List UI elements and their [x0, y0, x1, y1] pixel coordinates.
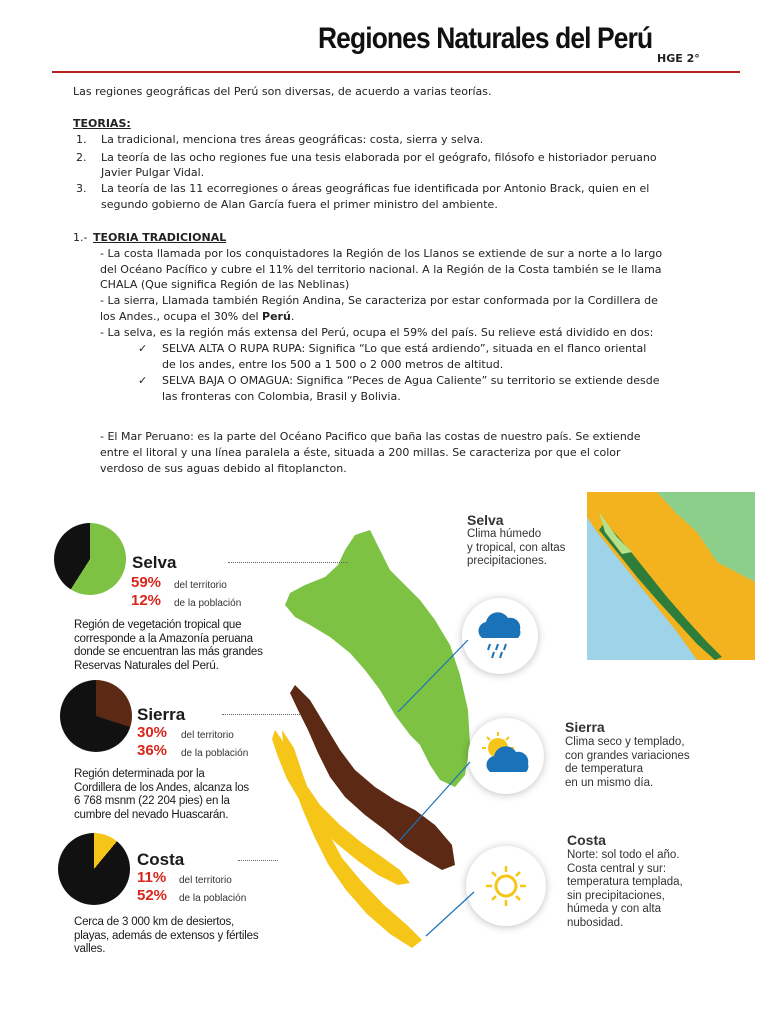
- mar-line: verdoso de sus aguas debido al fitoplancton.: [100, 462, 347, 475]
- sierra-climate-desc: Clima seco y templado, con grandes variaciones de temperatura en un mismo día.: [565, 736, 690, 789]
- teoria-3-num: 3.: [76, 182, 87, 195]
- intro-text: Las regiones geográficas del Perú son diversas, de acuerdo a varias teorías.: [73, 85, 492, 98]
- costa-description: Cerca de 3 000 km de desiertos, playas, además de extensos y fértiles valles.: [74, 916, 259, 955]
- inset-map: [587, 492, 755, 660]
- sierra-climate-title: Sierra: [565, 719, 605, 735]
- sierra-poblacion-pct: 36%: [137, 742, 168, 759]
- costa-poblacion-pct: 52%: [137, 887, 168, 904]
- connector-lines: [390, 640, 480, 940]
- teorias-heading: TEORIAS:: [73, 117, 131, 130]
- selva-territorio-pct: 59%: [131, 574, 162, 591]
- sierra-pie-chart: [60, 680, 132, 752]
- check-mark: ✓: [138, 342, 148, 355]
- sierra-line: los Andes., ocupa el 30% del Perú.: [100, 310, 295, 323]
- selva-baja-line: las fronteras con Colombia, Brasil y Bolivia.: [162, 390, 401, 403]
- costa-poblacion-label: de la población: [179, 893, 247, 904]
- selva-pie-chart: [54, 523, 126, 595]
- check-mark: ✓: [138, 374, 148, 387]
- header-rule: [52, 71, 740, 73]
- sierra-leader-line: [222, 714, 300, 715]
- teoria-3-line: segundo gobierno de Alan García fuera el primer ministro del ambiente.: [101, 198, 498, 211]
- mar-line: - El Mar Peruano: es la parte del Océano Pacifico que baña las costas de nuestro país. Se extiende: [100, 430, 641, 443]
- costa-pie-chart: [58, 833, 130, 905]
- teoria-2-line: Javier Pulgar Vidal.: [101, 166, 205, 179]
- selva-leader-line: [228, 562, 348, 563]
- sierra-poblacion-label: de la población: [181, 748, 249, 759]
- selva-alta-line: SELVA ALTA O RUPA RUPA: Significa “Lo que está ardiendo”, situada en el flanco oriental: [162, 342, 647, 355]
- selva-climate-desc: Clima húmedo y tropical, con altas precipitaciones.: [467, 528, 566, 567]
- selva-poblacion-pct: 12%: [131, 592, 162, 609]
- costa-line: del Océano Pacífico y cubre el 11% del territorio nacional. A la Región de la Costa también se le llama: [100, 263, 662, 276]
- peru-bold: Perú: [262, 310, 291, 323]
- sierra-territorio-pct: 30%: [137, 724, 168, 741]
- selva-territorio-label: del territorio: [174, 580, 227, 591]
- teoria-1-num: 1.: [76, 133, 87, 146]
- teoria-1-line: La tradicional, menciona tres áreas geográficas: costa, sierra y selva.: [101, 133, 484, 146]
- tradicional-heading: TEORIA TRADICIONAL: [93, 231, 227, 244]
- selva-line: - La selva, es la región más extensa del Perú, ocupa el 59% del país. Su relieve está dividido en dos:: [100, 326, 654, 339]
- selva-baja-line: SELVA BAJA O OMAGUA: Significa “Peces de Agua Caliente” su territorio se extiende desde: [162, 374, 660, 387]
- sierra-line: - La sierra, Llamada también Región Andina, Se caracteriza por estar conformada por la Cordillera de: [100, 294, 658, 307]
- teoria-3-line: La teoría de las 11 ecorregiones o áreas geográficas fue identificada por Antonio Brack, quien en el: [101, 182, 650, 195]
- costa-climate-desc: Norte: sol todo el año. Costa central y sur: temperatura templada, sin precipitaciones, húmeda y con alta nubosidad.: [567, 849, 683, 929]
- teoria-2-num: 2.: [76, 151, 87, 164]
- selva-poblacion-label: de la población: [174, 598, 242, 609]
- sierra-region-title: Sierra: [137, 705, 186, 724]
- costa-territorio-pct: 11%: [137, 869, 167, 886]
- costa-territorio-label: del territorio: [179, 875, 232, 886]
- tradicional-num: 1.-: [73, 231, 88, 244]
- sierra-description: Región determinada por la Cordillera de los Andes, alcanza los 6 768 msnm (22 204 pies) en la cumbre del nevado Huascarán.: [74, 768, 249, 821]
- costa-leader-line: [238, 860, 278, 861]
- teoria-2-line: La teoría de las ocho regiones fue una tesis elaborada por el geógrafo, filósofo e historiador peruano: [101, 151, 657, 164]
- costa-climate-title: Costa: [567, 832, 606, 848]
- page-title: Regiones Naturales del Perú: [318, 22, 653, 55]
- costa-line: - La costa llamada por los conquistadores la Región de los Llanos se extiende de sur a norte a lo largo: [100, 247, 663, 260]
- sierra-territorio-label: del territorio: [181, 730, 234, 741]
- selva-description: Región de vegetación tropical que corresponde a la Amazonía peruana donde se encuentran las más grandes Reservas Naturales del Perú.: [74, 619, 263, 672]
- selva-climate-title: Selva: [467, 512, 504, 528]
- selva-region-title: Selva: [132, 553, 177, 572]
- mar-line: entre el litoral y una línea paralela a éste, situada a 200 millas. Se caracteriza por que el color: [100, 446, 621, 459]
- course-label: HGE 2°: [657, 52, 700, 65]
- selva-alta-line: de los andes, entre los 500 a 1 500 o 2 000 metros de altitud.: [162, 358, 504, 371]
- costa-region-title: Costa: [137, 850, 185, 869]
- costa-line: CHALA (Que significa Región de las Neblinas): [100, 278, 350, 291]
